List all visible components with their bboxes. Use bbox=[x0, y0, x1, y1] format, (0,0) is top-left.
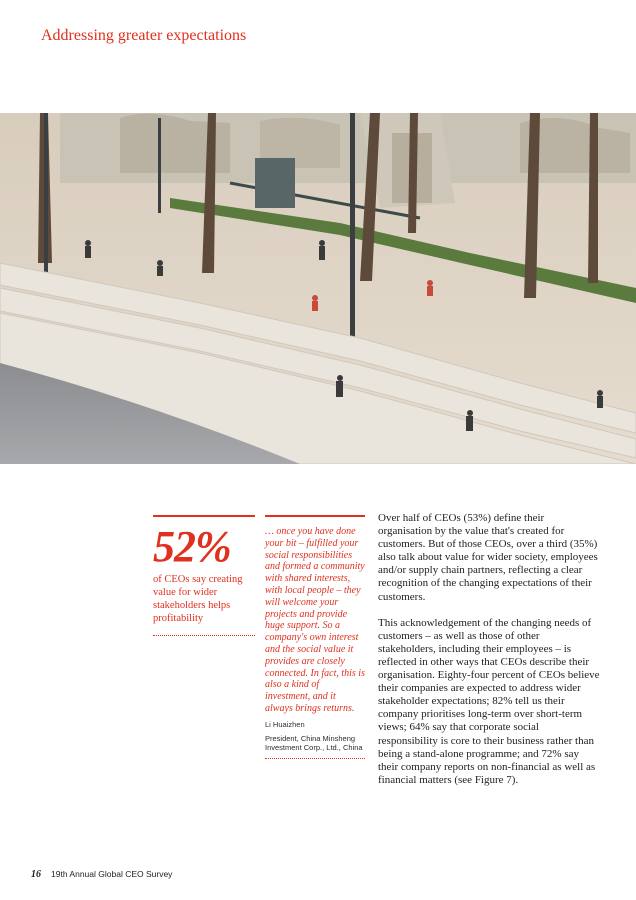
stat-number: 52% bbox=[153, 522, 231, 571]
plaza-photo bbox=[0, 113, 636, 464]
stat-callout bbox=[153, 515, 255, 636]
page-number: 16 bbox=[31, 869, 41, 880]
quote-attribution-name: Li Huaizhen bbox=[265, 719, 305, 729]
page-title: Addressing greater expectations bbox=[41, 27, 247, 44]
body-column bbox=[378, 512, 600, 800]
body-paragraph-1: Over half of CEOs (53%) define their organisation by the value that's created for customers. But of those CEOs, over a third (35%) also talk about value for wider society, employees and/or supply chain partners, reflecting a clear recognition of the changing expectations of their customers. bbox=[378, 512, 598, 603]
quote-bottom-rule bbox=[265, 758, 365, 759]
body-paragraph-2: This acknowledgement of the changing needs of customers – as well as those of other stakeholders, including their employees – is reflected in other ways that CEOs describe their organisation. Eighty-four percent of CEOs believe their companies are expected to address wider stakeholder expectations; 82% tell us their company prioritises long-term over short-term views; 64% say that corporate social responsibility is core to their business rather than being a stand-alone programme; and 72% say their company reports on non-financial as well as financial matters (see Figure 7). bbox=[378, 616, 600, 786]
pull-quote bbox=[265, 515, 365, 759]
stat-top-rule bbox=[153, 515, 255, 517]
quote-top-rule bbox=[265, 515, 365, 517]
stat-bottom-rule bbox=[153, 635, 255, 636]
publication-name: 19th Annual Global CEO Survey bbox=[51, 869, 173, 879]
stat-caption: of CEOs say creating value for wider stakeholders helps profitability bbox=[153, 574, 243, 624]
page-footer bbox=[31, 869, 172, 880]
quote-attribution-role: President, China Minsheng Investment Corp., Ltd., China bbox=[265, 733, 363, 753]
quote-text: … once you have done your bit – fulfilled your social responsibilities and formed a community with shared interests, with local people – they will welcome your projects and provide huge support. So a company's own interest and the social value it provides are closely connected. In fact, this is also a kind of investment, and it always brings returns. bbox=[265, 526, 365, 714]
